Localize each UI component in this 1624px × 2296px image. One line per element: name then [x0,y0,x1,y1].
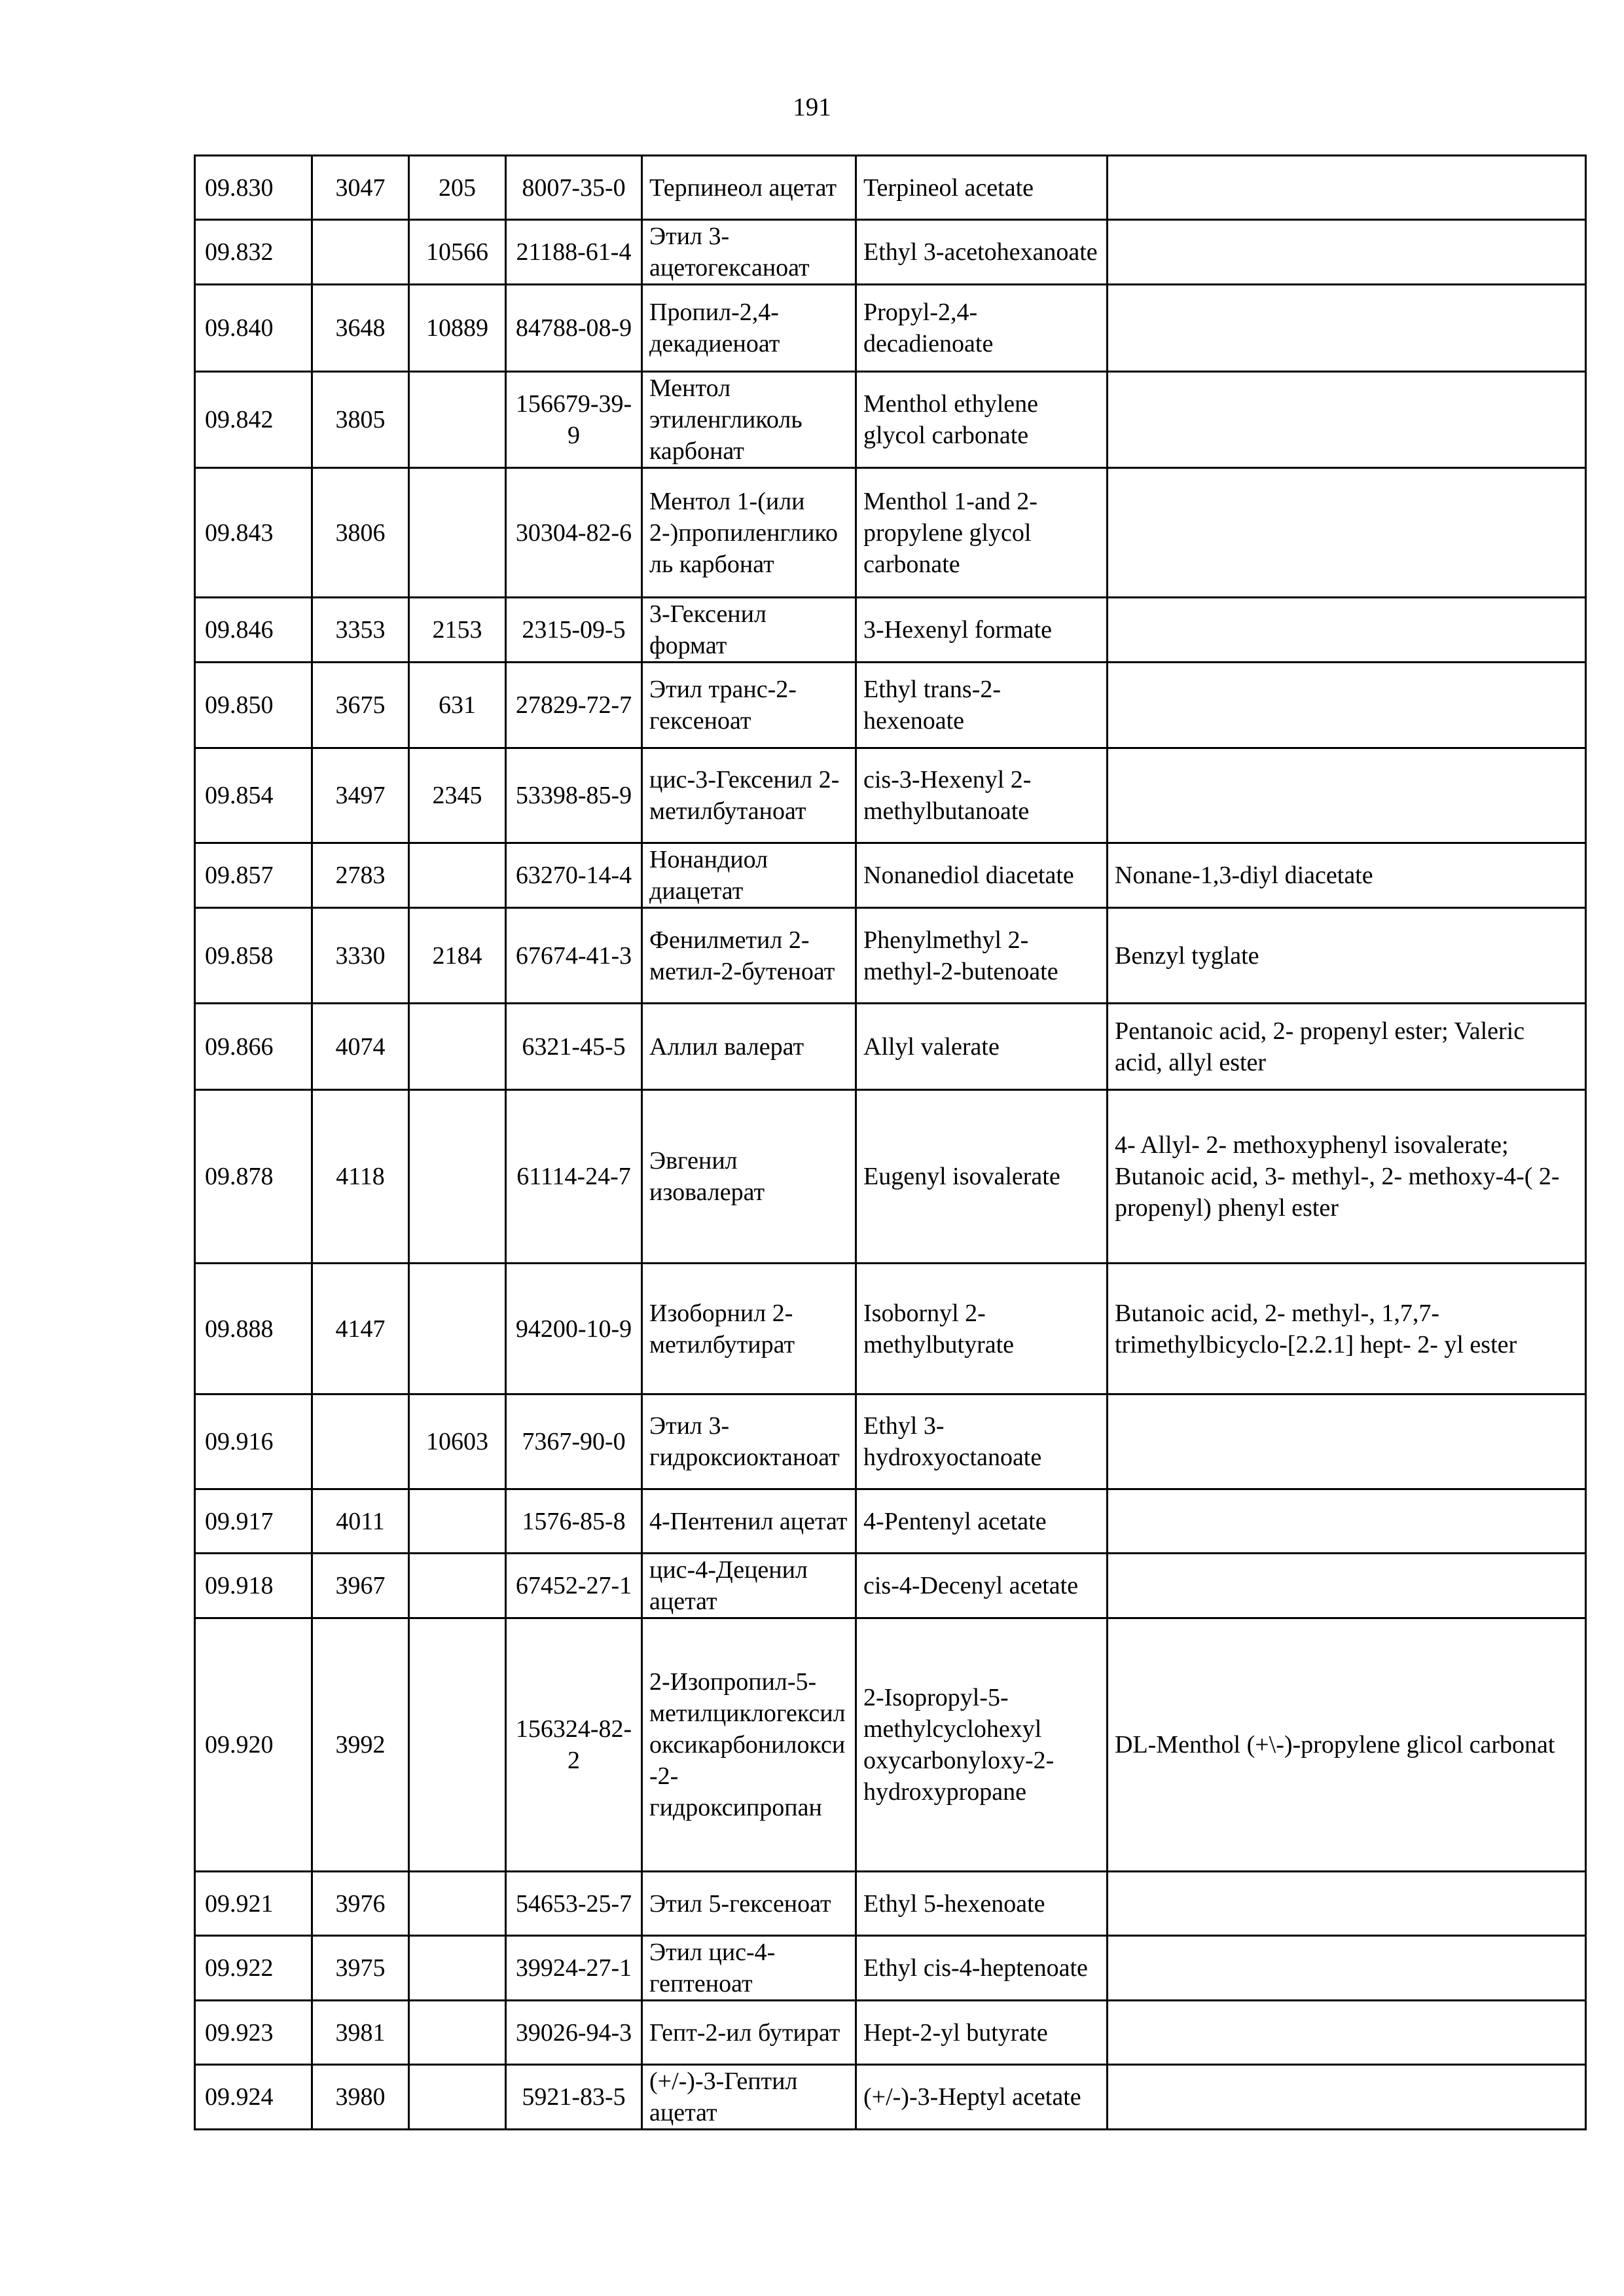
english-name-cell: Ethyl 5-hexenoate [856,1872,1108,1936]
table-row [195,663,1586,748]
fl-number-cell: 09.866 [195,1004,312,1090]
coe-number-cell [409,1489,506,1554]
fema-number-cell: 4147 [312,1264,409,1394]
fema-number-cell: 3353 [312,598,409,663]
synonyms-cell: Pentanoic acid, 2- propenyl ester; Valeric acid, allyl ester [1108,1004,1586,1090]
fl-number-cell: 09.857 [195,843,312,908]
synonyms-cell [1108,1936,1586,2001]
table-row [195,1264,1586,1394]
synonyms-cell: Nonane-1,3-diyl diacetate [1108,843,1586,908]
english-name-cell: 4-Pentenyl acetate [856,1489,1108,1554]
synonyms-cell [1108,2065,1586,2130]
coe-number-cell [409,1004,506,1090]
russian-name-cell: Этил 3-гидроксиоктаноат [642,1394,856,1489]
cas-number-cell: 8007-35-0 [506,156,642,220]
russian-name-cell: Ментол 1-(или 2-)пропиленгликоль карбонат [642,468,856,598]
table-row [195,908,1586,1004]
fl-number-cell: 09.920 [195,1618,312,1872]
fema-number-cell: 3975 [312,1936,409,2001]
synonyms-cell [1108,285,1586,372]
coe-number-cell [409,1936,506,2001]
coe-number-cell [409,2001,506,2065]
fl-number-cell: 09.858 [195,908,312,1004]
fl-number-cell: 09.843 [195,468,312,598]
synonyms-cell [1108,468,1586,598]
english-name-cell: Menthol ethylene glycol carbonate [856,372,1108,468]
synonyms-cell [1108,156,1586,220]
russian-name-cell: Эвгенил изовалерат [642,1090,856,1264]
russian-name-cell: 2-Изопропил-5-метилциклогексил оксикарбонилокси-2-гидроксипропан [642,1618,856,1872]
synonyms-cell [1108,220,1586,285]
table-body [195,156,1586,2130]
synonyms-cell: DL-Menthol (+\-)-propylene glicol carbonat [1108,1618,1586,1872]
synonyms-cell: 4- Allyl- 2- methoxyphenyl isovalerate; Butanoic acid, 3- methyl-, 2- methoxy-4-( 2-propenyl) phenyl ester [1108,1090,1586,1264]
english-name-cell: cis-3-Hexenyl 2-methylbutanoate [856,748,1108,843]
cas-number-cell: 39026-94-3 [506,2001,642,2065]
fl-number-cell: 09.918 [195,1554,312,1618]
english-name-cell: Ethyl cis-4-heptenoate [856,1936,1108,2001]
table-row [195,2001,1586,2065]
coe-number-cell: 2345 [409,748,506,843]
fl-number-cell: 09.842 [195,372,312,468]
coe-number-cell: 10603 [409,1394,506,1489]
cas-number-cell: 156324-82-2 [506,1618,642,1872]
coe-number-cell [409,1554,506,1618]
fema-number-cell: 4011 [312,1489,409,1554]
table-row [195,1004,1586,1090]
coe-number-cell [409,372,506,468]
fema-number-cell: 4074 [312,1004,409,1090]
cas-number-cell: 94200-10-9 [506,1264,642,1394]
fl-number-cell: 09.840 [195,285,312,372]
fema-number-cell: 3330 [312,908,409,1004]
page-number: 191 [793,93,831,121]
cas-number-cell: 84788-08-9 [506,285,642,372]
synonyms-cell: Benzyl tyglate [1108,908,1586,1004]
synonyms-cell [1108,748,1586,843]
cas-number-cell: 67674-41-3 [506,908,642,1004]
russian-name-cell: Аллил валерат [642,1004,856,1090]
coe-number-cell [409,1872,506,1936]
english-name-cell: Hept-2-yl butyrate [856,2001,1108,2065]
russian-name-cell: Пропил-2,4-декадиеноат [642,285,856,372]
coe-number-cell [409,1618,506,1872]
english-name-cell: Menthol 1-and 2-propylene glycol carbonate [856,468,1108,598]
table-row [195,1489,1586,1554]
russian-name-cell: Нонандиол диацетат [642,843,856,908]
fema-number-cell: 4118 [312,1090,409,1264]
coe-number-cell: 2184 [409,908,506,1004]
synonyms-cell [1108,372,1586,468]
english-name-cell: Terpineol acetate [856,156,1108,220]
cas-number-cell: 156679-39-9 [506,372,642,468]
synonyms-cell [1108,2001,1586,2065]
flavoring-substances-table [194,155,1587,2130]
english-name-cell: 3-Hexenyl formate [856,598,1108,663]
cas-number-cell: 53398-85-9 [506,748,642,843]
cas-number-cell: 21188-61-4 [506,220,642,285]
cas-number-cell: 61114-24-7 [506,1090,642,1264]
cas-number-cell: 39924-27-1 [506,1936,642,2001]
russian-name-cell: цис-3-Гексенил 2-метилбутаноат [642,748,856,843]
synonyms-cell: Butanoic acid, 2- methyl-, 1,7,7-trimethylbicyclo-[2.2.1] hept- 2- yl ester [1108,1264,1586,1394]
table-row [195,1090,1586,1264]
fema-number-cell [312,220,409,285]
fl-number-cell: 09.888 [195,1264,312,1394]
coe-number-cell [409,843,506,908]
english-name-cell: (+/-)-3-Heptyl acetate [856,2065,1108,2130]
english-name-cell: Eugenyl isovalerate [856,1090,1108,1264]
fema-number-cell [312,1394,409,1489]
fl-number-cell: 09.878 [195,1090,312,1264]
coe-number-cell [409,1264,506,1394]
cas-number-cell: 6321-45-5 [506,1004,642,1090]
table-row [195,748,1586,843]
english-name-cell: Nonanediol diacetate [856,843,1108,908]
fl-number-cell: 09.832 [195,220,312,285]
fl-number-cell: 09.854 [195,748,312,843]
english-name-cell: 2-Isopropyl-5-methylcyclohexyl oxycarbonyloxy-2-hydroxypropane [856,1618,1108,1872]
cas-number-cell: 30304-82-6 [506,468,642,598]
synonyms-cell [1108,663,1586,748]
russian-name-cell: Этил цис-4-гептеноат [642,1936,856,2001]
fema-number-cell: 3047 [312,156,409,220]
coe-number-cell: 2153 [409,598,506,663]
russian-name-cell: 3-Гексенил формат [642,598,856,663]
table-row [195,1936,1586,2001]
english-name-cell: Allyl valerate [856,1004,1108,1090]
fema-number-cell: 3648 [312,285,409,372]
cas-number-cell: 1576-85-8 [506,1489,642,1554]
table-row [195,156,1586,220]
cas-number-cell: 27829-72-7 [506,663,642,748]
fema-number-cell: 3497 [312,748,409,843]
english-name-cell: Ethyl 3-acetohexanoate [856,220,1108,285]
fema-number-cell: 3675 [312,663,409,748]
synonyms-cell [1108,1872,1586,1936]
cas-number-cell: 5921-83-5 [506,2065,642,2130]
table-row [195,598,1586,663]
synonyms-cell [1108,598,1586,663]
russian-name-cell: 4-Пентенил ацетат [642,1489,856,1554]
synonyms-cell [1108,1489,1586,1554]
cas-number-cell: 7367-90-0 [506,1394,642,1489]
table-row [195,372,1586,468]
table-row [195,2065,1586,2130]
table-row [195,1618,1586,1872]
coe-number-cell: 10566 [409,220,506,285]
cas-number-cell: 67452-27-1 [506,1554,642,1618]
cas-number-cell: 63270-14-4 [506,843,642,908]
fema-number-cell: 3980 [312,2065,409,2130]
coe-number-cell: 10889 [409,285,506,372]
russian-name-cell: Этил 3-ацетогексаноат [642,220,856,285]
fema-number-cell: 2783 [312,843,409,908]
fema-number-cell: 3976 [312,1872,409,1936]
fl-number-cell: 09.924 [195,2065,312,2130]
coe-number-cell [409,2065,506,2130]
fl-number-cell: 09.846 [195,598,312,663]
english-name-cell: cis-4-Decenyl acetate [856,1554,1108,1618]
fl-number-cell: 09.921 [195,1872,312,1936]
english-name-cell: Propyl-2,4-decadienoate [856,285,1108,372]
russian-name-cell: Изоборнил 2-метилбутират [642,1264,856,1394]
table-row [195,468,1586,598]
synonyms-cell [1108,1394,1586,1489]
table-row [195,220,1586,285]
table-row [195,1554,1586,1618]
russian-name-cell: Этил транс-2-гексеноат [642,663,856,748]
russian-name-cell: Гепт-2-ил бутират [642,2001,856,2065]
fl-number-cell: 09.917 [195,1489,312,1554]
russian-name-cell: (+/-)-3-Гептил ацетат [642,2065,856,2130]
fl-number-cell: 09.916 [195,1394,312,1489]
english-name-cell: Ethyl 3-hydroxyoctanoate [856,1394,1108,1489]
coe-number-cell [409,1090,506,1264]
fema-number-cell: 3992 [312,1618,409,1872]
fema-number-cell: 3805 [312,372,409,468]
cas-number-cell: 2315-09-5 [506,598,642,663]
table-row [195,285,1586,372]
english-name-cell: Isobornyl 2-methylbutyrate [856,1264,1108,1394]
synonyms-cell [1108,1554,1586,1618]
fl-number-cell: 09.922 [195,1936,312,2001]
coe-number-cell [409,468,506,598]
fl-number-cell: 09.923 [195,2001,312,2065]
fema-number-cell: 3806 [312,468,409,598]
fl-number-cell: 09.830 [195,156,312,220]
cas-number-cell: 54653-25-7 [506,1872,642,1936]
russian-name-cell: Терпинеол ацетат [642,156,856,220]
coe-number-cell: 631 [409,663,506,748]
english-name-cell: Phenylmethyl 2-methyl-2-butenoate [856,908,1108,1004]
english-name-cell: Ethyl trans-2-hexenoate [856,663,1108,748]
russian-name-cell: цис-4-Деценил ацетат [642,1554,856,1618]
russian-name-cell: Фенилметил 2-метил-2-бутеноат [642,908,856,1004]
coe-number-cell: 205 [409,156,506,220]
fl-number-cell: 09.850 [195,663,312,748]
fema-number-cell: 3967 [312,1554,409,1618]
russian-name-cell: Этил 5-гексеноат [642,1872,856,1936]
russian-name-cell: Ментол этиленгликоль карбонат [642,372,856,468]
table-row [195,1394,1586,1489]
table-row [195,1872,1586,1936]
fema-number-cell: 3981 [312,2001,409,2065]
table-row [195,843,1586,908]
